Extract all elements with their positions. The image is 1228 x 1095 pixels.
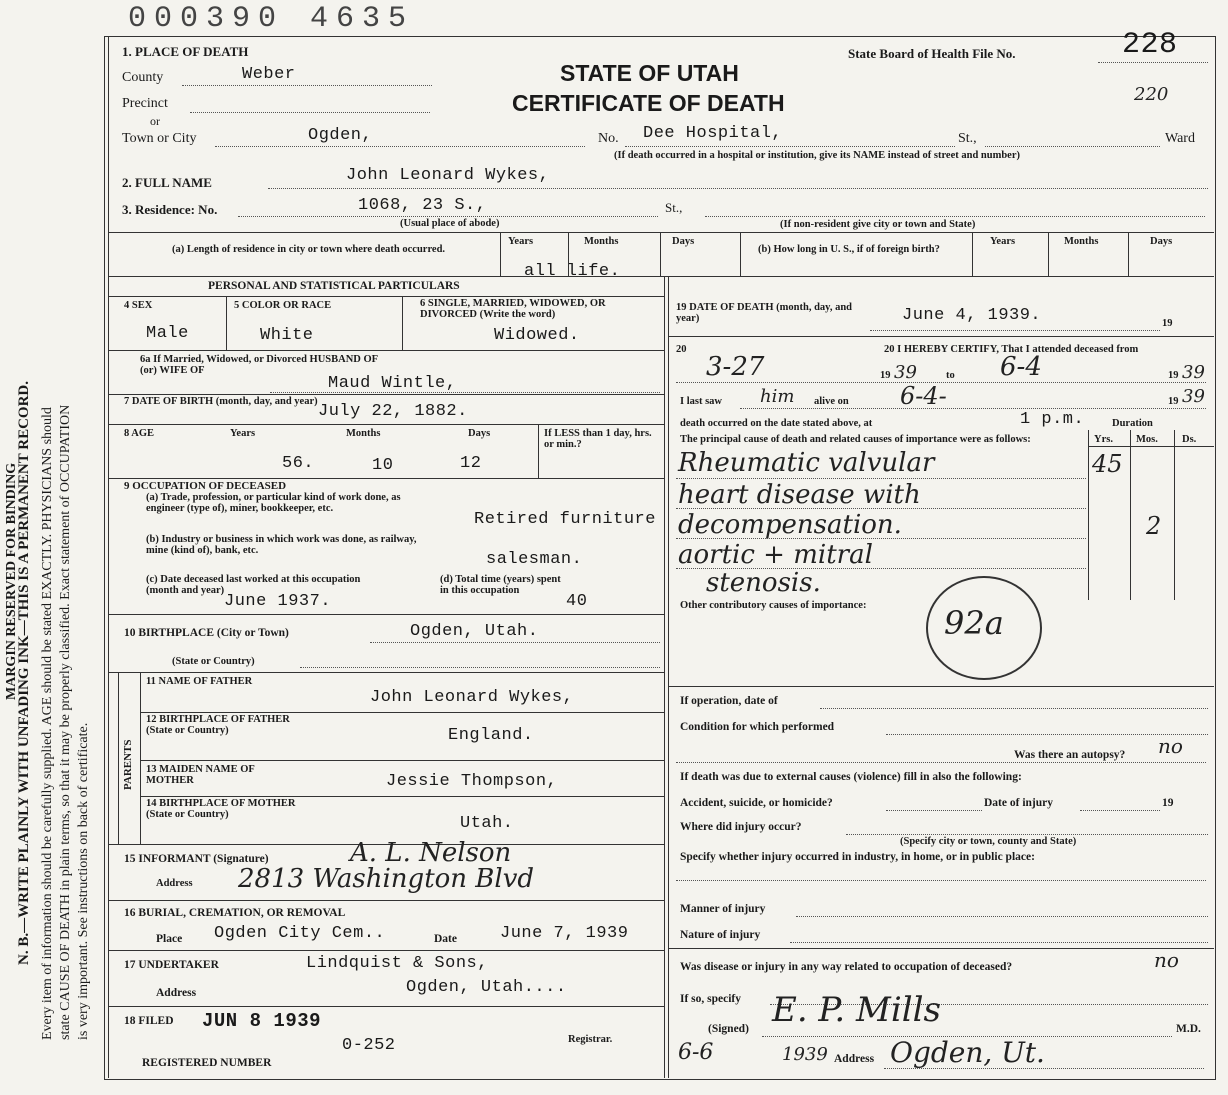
less-than-day-label: If LESS than 1 day, hrs. or min.? xyxy=(544,428,652,450)
birthplace-label: 10 BIRTHPLACE (City or Town) xyxy=(124,627,289,639)
filed-stamp: JUN 8 1939 xyxy=(202,1010,322,1032)
attended-from-date: 3-27 xyxy=(706,352,765,382)
marital-status-label: 6 SINGLE, MARRIED, WIDOWED, OR DIVORCED (Write the word) xyxy=(420,298,606,320)
street-label: St., xyxy=(958,131,977,146)
length-residence-value: all life. xyxy=(524,262,621,281)
occupation-related-value: no xyxy=(1154,948,1179,972)
autopsy-label: Was there an autopsy? xyxy=(1014,749,1126,761)
signed-label: (Signed) xyxy=(708,1023,749,1035)
instruction-line-3: is very important. See instructions on back of certificate. xyxy=(76,722,91,1040)
sex-label: 4 SEX xyxy=(124,300,153,311)
days-header: Days xyxy=(672,236,695,247)
to-label: to xyxy=(946,370,955,381)
if-so-label: If so, specify xyxy=(680,993,742,1005)
residence-value: 1068, 23 S., xyxy=(358,196,487,215)
spouse-value: Maud Wintle, xyxy=(328,374,457,393)
autopsy-value: no xyxy=(1158,734,1183,758)
margin-note: MARGIN RESERVED FOR BINDING xyxy=(4,462,19,700)
registrar-label: Registrar. xyxy=(568,1034,613,1045)
last-saw-value: him xyxy=(760,386,795,407)
duration-mos-header: Mos. xyxy=(1136,434,1158,445)
burial-date-label: Date xyxy=(434,933,457,945)
injury-year-prefix: 19 xyxy=(1162,797,1174,809)
to-year-prefix: 19 xyxy=(1168,370,1179,381)
number-label: No. xyxy=(598,131,619,146)
mother-birthplace-label: 14 BIRTHPLACE OF MOTHER (State or Country) xyxy=(146,798,296,820)
specify-city-note: (Specify city or town, county and State) xyxy=(900,836,1077,847)
permanent-record-note: N. B.—WRITE PLAINLY WITH UNFADING INK—THIS IS A PERMANENT RECORD. xyxy=(16,381,32,965)
burial-date-value: June 7, 1939 xyxy=(500,924,629,943)
cause-line-1: Rheumatic valvular xyxy=(678,448,935,478)
state-title: STATE OF UTAH xyxy=(560,60,739,86)
informant-signature: A. L. Nelson xyxy=(350,838,512,868)
occupation-d-value: 40 xyxy=(566,592,588,611)
other-causes-label: Other contributory causes of importance: xyxy=(680,600,867,611)
instruction-line-2: state CAUSE OF DEATH in plain terms, so that it may be properly classified. Exact statement of OCCUPATION xyxy=(58,404,73,1040)
alive-on-label: alive on xyxy=(814,396,849,407)
ward-label: Ward xyxy=(1165,131,1195,146)
informant-address: 2813 Washington Blvd xyxy=(238,864,535,894)
county-value: Weber xyxy=(242,65,296,84)
town-value: Ogden, xyxy=(308,126,373,145)
months-header: Months xyxy=(584,236,619,247)
injury-date-label: Date of injury xyxy=(984,797,1053,809)
physician-address-label: Address xyxy=(834,1053,875,1065)
cause-duration-months: 2 xyxy=(1146,512,1162,540)
signed-year: 1939 xyxy=(782,1044,828,1065)
attended-to-date: 6-4 xyxy=(1000,352,1042,382)
file-number-label: State Board of Health File No. xyxy=(848,46,1016,61)
certificate-number: 000390 4635 xyxy=(128,2,415,36)
age-days: 12 xyxy=(460,454,482,473)
place-of-death-label: 1. PLACE OF DEATH xyxy=(122,44,249,59)
cause-line-2: heart disease with xyxy=(678,480,921,510)
birthplace-state-note: (State or Country) xyxy=(172,656,255,667)
abode-note: (Usual place of abode) xyxy=(400,218,500,229)
age-years: 56. xyxy=(282,454,315,473)
registered-number: 0-252 xyxy=(342,1036,396,1055)
mother-birthplace-value: Utah. xyxy=(460,814,514,833)
us-residence-label: (b) How long in U. S., if of foreign birth? xyxy=(758,244,940,255)
injury-where-label: Where did injury occur? xyxy=(680,821,802,833)
handwritten-number: 220 xyxy=(1134,84,1169,105)
last-saw-label: I last saw xyxy=(680,396,723,407)
date-of-death-value: June 4, 1939. xyxy=(902,306,1042,325)
county-label: County xyxy=(122,70,164,85)
undertaker-name: Lindquist & Sons, xyxy=(306,954,488,973)
undertaker-address: Ogden, Utah.... xyxy=(406,978,567,997)
duration-ds-header: Ds. xyxy=(1182,434,1197,445)
cause-duration-years: 45 xyxy=(1092,450,1123,478)
certificate-title: CERTIFICATE OF DEATH xyxy=(512,90,785,116)
age-label: 8 AGE xyxy=(124,428,155,439)
accident-label: Accident, suicide, or homicide? xyxy=(680,797,833,809)
mother-name-value: Jessie Thompson, xyxy=(386,772,558,791)
cause-line-4: aortic + mitral xyxy=(678,540,873,570)
color-label: 5 COLOR OR RACE xyxy=(234,300,332,311)
file-number: 228 xyxy=(1122,28,1178,62)
father-name-label: 11 NAME OF FATHER xyxy=(146,676,253,687)
years-header: Years xyxy=(508,236,534,247)
alive-year-prefix: 19 xyxy=(1168,396,1179,407)
father-birthplace-value: England. xyxy=(448,726,534,745)
dob-label: 7 DATE OF BIRTH (month, day, and year) xyxy=(124,396,318,407)
parents-label: PARENTS xyxy=(122,739,134,790)
occupation-b-value: salesman. xyxy=(486,550,583,569)
time-of-death: 1 p.m. xyxy=(1020,410,1085,429)
residence-label: 3. Residence: No. xyxy=(122,202,218,217)
cause-line-3: decompensation. xyxy=(678,510,902,540)
filed-label: 18 FILED xyxy=(124,1015,174,1027)
birthplace-value: Ogden, Utah. xyxy=(410,622,539,641)
occupation-a-label: (a) Trade, profession, or particular kind of work done, as engineer (type of), miner, bookkeeper, etc. xyxy=(146,492,401,514)
us-months-header: Months xyxy=(1064,236,1099,247)
informant-label: 15 INFORMANT (Signature) xyxy=(124,853,269,865)
us-years-header: Years xyxy=(990,236,1016,247)
attended-to-year: 39 xyxy=(1182,362,1205,383)
duration-label: Duration xyxy=(1112,418,1153,429)
sex-value: Male xyxy=(146,324,189,343)
burial-place-value: Ogden City Cem.. xyxy=(214,924,386,943)
father-name-value: John Leonard Wykes, xyxy=(370,688,574,707)
age-months-header: Months xyxy=(346,428,381,439)
manner-label: Manner of injury xyxy=(680,903,766,915)
circled-code-value: 92a xyxy=(944,604,1004,642)
personal-particulars-header: PERSONAL AND STATISTICAL PARTICULARS xyxy=(208,280,460,292)
or-label: or xyxy=(150,114,160,128)
physician-address: Ogden, Ut. xyxy=(890,1036,1045,1069)
external-causes-label: If death was due to external causes (violence) fill in also the following: xyxy=(680,771,1022,783)
dob-value: July 22, 1882. xyxy=(318,402,468,421)
precinct-label: Precinct xyxy=(122,96,168,111)
certify-number: 20 xyxy=(676,344,687,355)
age-months: 10 xyxy=(372,456,394,475)
age-years-header: Years xyxy=(230,428,256,439)
principal-cause-label: The principal cause of death and related causes of importance were as follows: xyxy=(680,434,1031,445)
nature-label: Nature of injury xyxy=(680,929,761,941)
us-days-header: Days xyxy=(1150,236,1173,247)
full-name-value: John Leonard Wykes, xyxy=(346,166,550,185)
age-days-header: Days xyxy=(468,428,491,439)
signed-date: 6-6 xyxy=(678,1040,714,1065)
registered-number-label: REGISTERED NUMBER xyxy=(142,1057,272,1069)
length-residence-label: (a) Length of residence in city or town where death occurred. xyxy=(172,244,446,255)
full-name-label: 2. FULL NAME xyxy=(122,175,212,190)
instruction-line-1: Every item of information should be carefully supplied. AGE should be stated EXACTLY. PHYSICIANS should xyxy=(40,407,55,1040)
occupation-label: 9 OCCUPATION OF DECEASED xyxy=(124,480,287,492)
occupation-c-value: June 1937. xyxy=(224,592,332,611)
residence-street-label: St., xyxy=(665,200,683,215)
date-of-death-label: 19 DATE OF DEATH (month, day, and year) xyxy=(676,302,853,324)
cause-line-5: stenosis. xyxy=(706,568,821,598)
undertaker-address-label: Address xyxy=(156,987,197,999)
operation-label: If operation, date of xyxy=(680,695,778,707)
alive-on-date: 6-4- xyxy=(900,382,947,410)
occupation-c-label: (c) Date deceased last worked at this occupation (month and year) xyxy=(146,574,361,596)
occupation-d-label: (d) Total time (years) spent in this occupation xyxy=(440,574,561,596)
md-label: M.D. xyxy=(1176,1023,1201,1035)
certify-label: 20 I HEREBY CERTIFY, That I attended deceased from xyxy=(884,344,1139,355)
hospital-value: Dee Hospital, xyxy=(643,124,783,143)
alive-on-year: 39 xyxy=(1182,386,1205,407)
condition-label: Condition for which performed xyxy=(680,721,835,733)
burial-label: 16 BURIAL, CREMATION, OR REMOVAL xyxy=(124,907,346,919)
duration-yrs-header: Yrs. xyxy=(1094,434,1113,445)
father-birthplace-label: 12 BIRTHPLACE OF FATHER (State or Country) xyxy=(146,714,290,736)
date-of-death-19: 19 xyxy=(1162,318,1173,329)
physician-signature: E. P. Mills xyxy=(772,990,941,1030)
occupation-b-label: (b) Industry or business in which work was done, as railway, mine (kind of), bank, etc. xyxy=(146,534,417,556)
mother-name-label: 13 MAIDEN NAME OF MOTHER xyxy=(146,764,255,786)
occupation-related-label: Was disease or injury in any way related to occupation of deceased? xyxy=(680,961,1013,973)
color-value: White xyxy=(260,326,314,345)
death-occurred-label: death occurred on the date stated above, at xyxy=(680,418,873,429)
attended-from-year: 39 xyxy=(894,362,917,383)
burial-place-label: Place xyxy=(156,933,183,945)
undertaker-label: 17 UNDERTAKER xyxy=(124,959,219,971)
spouse-label: 6a If Married, Widowed, or Divorced HUSBAND OF (or) WIFE OF xyxy=(140,354,378,376)
industry-specify-label: Specify whether injury occurred in industry, in home, or in public place: xyxy=(680,851,1035,863)
hospital-note: (If death occurred in a hospital or institution, give its NAME instead of street and number) xyxy=(614,150,1021,161)
from-year-prefix: 19 xyxy=(880,370,891,381)
nonresident-note: (If non-resident give city or town and State) xyxy=(780,219,976,230)
marital-status-value: Widowed. xyxy=(494,326,580,345)
town-label: Town or City xyxy=(122,131,197,146)
informant-address-label: Address xyxy=(156,878,193,889)
occupation-a-value: Retired furniture xyxy=(474,510,656,529)
